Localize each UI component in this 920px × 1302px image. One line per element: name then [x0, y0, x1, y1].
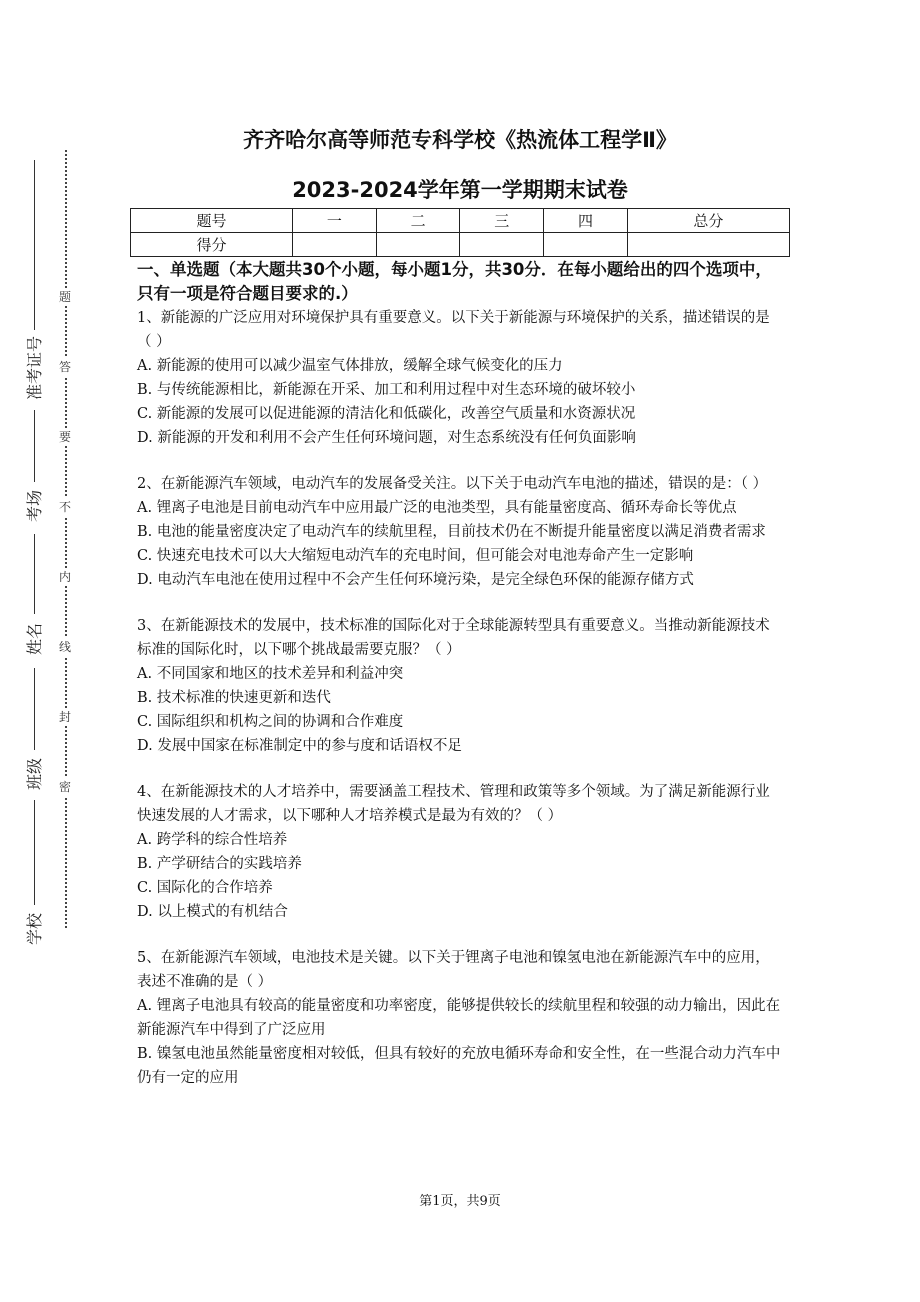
question-option: A. 锂离子电池是目前电动汽车中应用最广泛的电池类型，具有能量密度高、循环寿命长等优点: [137, 500, 737, 516]
side-line-class: [34, 668, 35, 750]
score-header-cell: 总分: [627, 209, 789, 233]
question-stem: 2、在新能源汽车领域，电动汽车的发展备受关注。以下关于电动汽车电池的描述，错误的是：（ ）: [137, 476, 768, 492]
score-table: [130, 208, 790, 257]
question-option: D. 电动汽车电池在使用过程中不会产生任何环境污染，是完全绿色环保的能源存储方式: [137, 572, 694, 588]
question-option: D. 以上模式的有机结合: [137, 904, 288, 920]
score-row-label: 得分: [131, 233, 293, 257]
question-option: C. 国际组织和机构之间的协调和合作难度: [137, 714, 404, 730]
seal-char: 题: [58, 290, 71, 304]
side-label-exam-id: 准考证号: [25, 335, 44, 400]
side-label-school: 学校: [25, 912, 44, 945]
seal-char: 不: [58, 500, 71, 514]
question-option: A. 新能源的使用可以减少温室气体排放，缓解全球气候变化的压力: [137, 358, 563, 374]
question-option: B. 电池的能量密度决定了电动汽车的续航里程，目前技术仍在不断提升能量密度以满足消费者需求: [137, 524, 766, 540]
seal-char: 要: [58, 430, 71, 444]
question-section: [137, 258, 783, 1090]
score-table-score-row: [131, 233, 790, 257]
exam-title-line1: 齐齐哈尔高等师范专科学校《热流体工程学Ⅱ》: [243, 128, 677, 152]
exam-title-line2: 2023-2024学年第一学期期末试卷: [292, 178, 628, 202]
score-cell-empty: [376, 233, 460, 257]
question-option: D. 新能源的开发和利用不会产生任何环境问题，对生态系统没有任何负面影响: [137, 430, 636, 446]
score-cell-empty: [293, 233, 377, 257]
question-stem: 1、新能源的广泛应用对环境保护具有重要意义。以下关于新能源与环境保护的关系，描述错误的是（ ）: [137, 310, 770, 350]
section-heading: 一、单选题（本大题共30个小题，每小题1分，共30分．在每小题给出的四个选项中，只有一项是符合题目要求的.）: [137, 260, 772, 303]
score-cell-empty: [544, 233, 628, 257]
question-option: C. 国际化的合作培养: [137, 880, 273, 896]
question-option: B. 产学研结合的实践培养: [137, 856, 302, 872]
question-option: A. 跨学科的综合性培养: [137, 832, 288, 848]
score-header-cell: 题号: [131, 209, 293, 233]
question-stem: 3、在新能源技术的发展中，技术标准的国际化对于全球能源转型具有重要意义。当推动新能源技术标准的国际化时，以下哪个挑战最需要克服？（ ）: [137, 618, 770, 658]
score-header-cell: 四: [544, 209, 628, 233]
score-header-cell: 三: [460, 209, 544, 233]
side-line-school: [34, 800, 35, 905]
question-option: C. 快速充电技术可以大大缩短电动汽车的充电时间，但可能会对电池寿命产生一定影响: [137, 548, 694, 564]
seal-char: 答: [58, 360, 71, 374]
seal-char: 封: [58, 710, 71, 724]
score-header-cell: 二: [376, 209, 460, 233]
side-label-name: 姓名: [25, 622, 44, 655]
side-label-class: 班级: [25, 757, 44, 790]
score-table-header-row: [131, 209, 790, 233]
question-option: B. 镍氢电池虽然能量密度相对较低，但具有较好的充放电循环寿命和安全性，在一些混合动力汽车中仍有一定的应用: [137, 1046, 781, 1086]
seal-char: 内: [58, 570, 71, 584]
seal-dotted-line: [65, 150, 67, 928]
seal-char: 线: [58, 640, 71, 654]
seal-char: 密: [58, 780, 71, 794]
question-stem: 4、在新能源技术的人才培养中，需要涵盖工程技术、管理和政策等多个领域。为了满足新能源行业快速发展的人才需求，以下哪种人才培养模式是最为有效的？（ ）: [137, 784, 770, 824]
score-cell-empty: [627, 233, 789, 257]
question-option: B. 与传统能源相比，新能源在开采、加工和利用过程中对生态环境的破坏较小: [137, 382, 636, 398]
question-option: A. 不同国家和地区的技术差异和利益冲突: [137, 666, 404, 682]
score-header-cell: 一: [293, 209, 377, 233]
question-option: C. 新能源的发展可以促进能源的清洁化和低碳化，改善空气质量和水资源状况: [137, 406, 636, 422]
score-cell-empty: [460, 233, 544, 257]
side-line-name: [34, 534, 35, 614]
question-option: A. 锂离子电池具有较高的能量密度和功率密度，能够提供较长的续航里程和较强的动力输出，因此在新能源汽车中得到了广泛应用: [137, 998, 781, 1038]
side-label-exam-room: 考场: [25, 489, 44, 522]
question-option: B. 技术标准的快速更新和迭代: [137, 690, 331, 706]
page-footer: 第1页，共9页: [419, 1194, 501, 1209]
side-line-exam-room: [34, 410, 35, 482]
question-stem: 5、在新能源汽车领域，电池技术是关键。以下关于锂离子电池和镍氢电池在新能源汽车中的应用，表述不准确的是（ ）: [137, 950, 770, 990]
question-option: D. 发展中国家在标准制定中的参与度和话语权不足: [137, 738, 462, 754]
